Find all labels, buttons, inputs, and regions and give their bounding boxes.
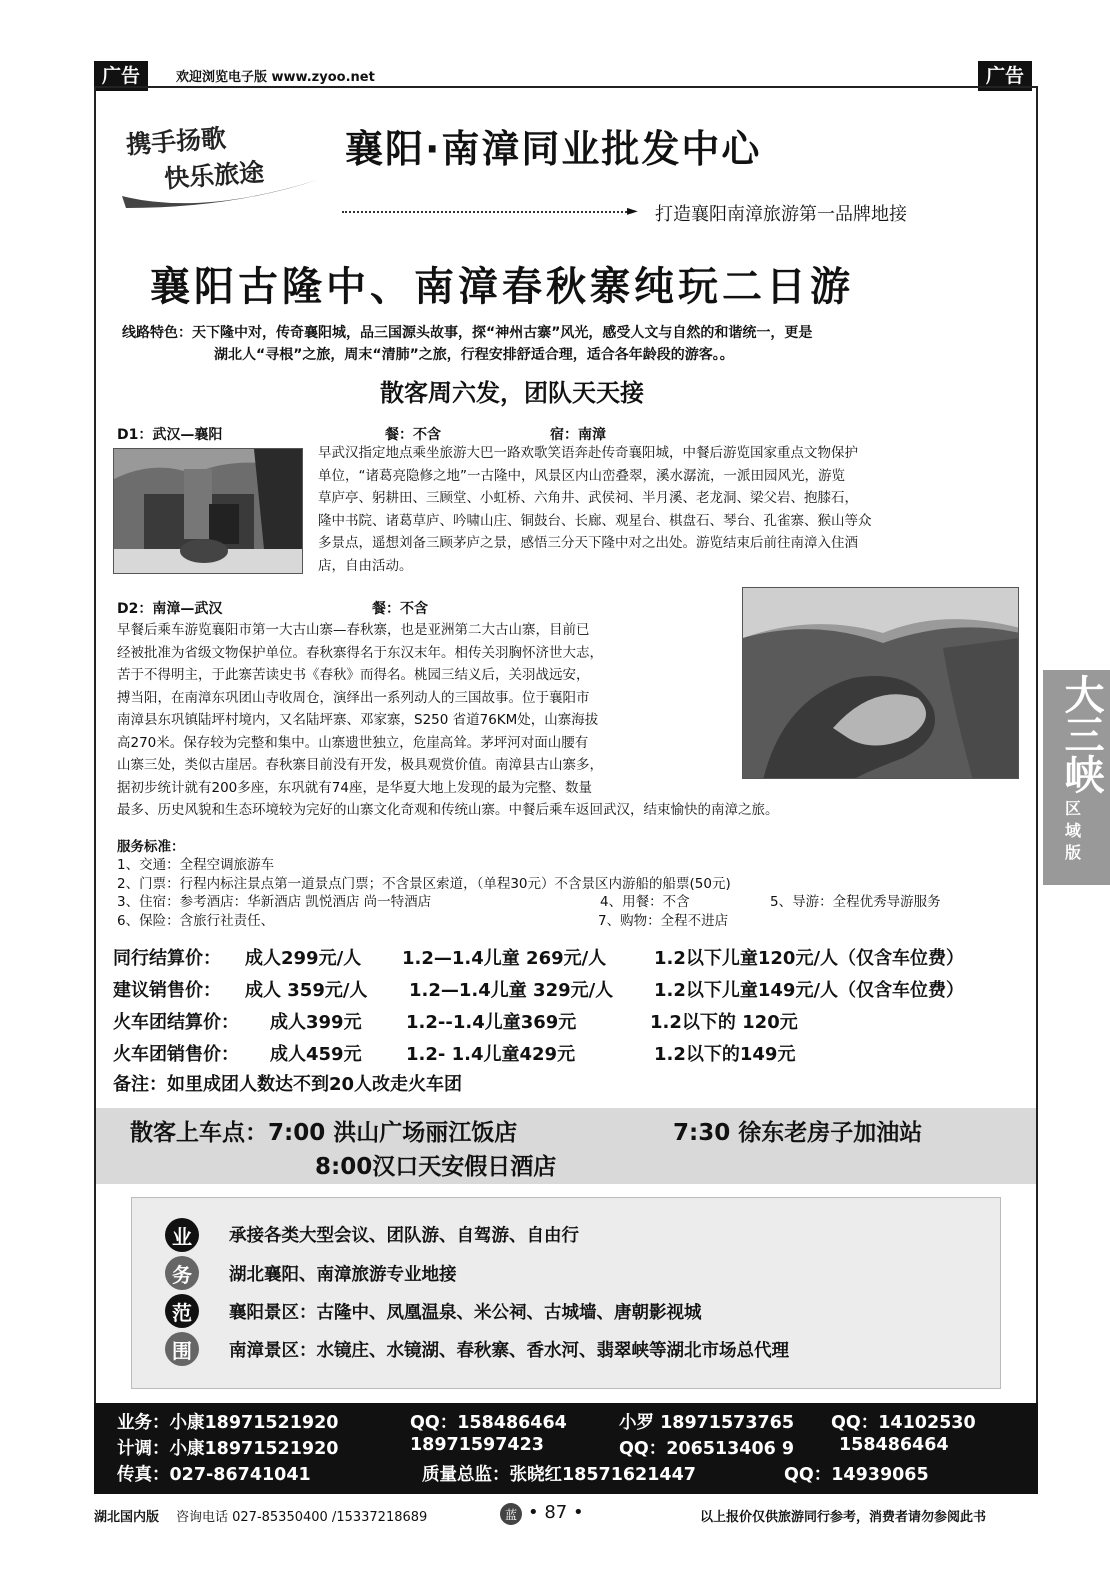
price-train-settle-label: 火车团结算价： [113,1012,239,1033]
price-suggested-child: 1.2—1.4儿童 329元/人 [409,980,614,1001]
price-train-settle-small: 1.2以下的 120元 [650,1012,798,1033]
day2-line: 搏当阳，在南漳东巩团山寺收周仓，演绎出一系列动人的三国故事。位于襄阳市 [117,689,590,706]
price-peer-child: 1.2—1.4儿童 269元/人 [402,948,607,969]
region-sub [1065,798,1081,864]
arrow-right-icon: ► [627,203,638,219]
scope-char: 范 [165,1294,199,1328]
day2-line: 苦于不得明主，于此寨苦读史书《春秋》而得名。桃园三结义后，关羽战远安， [117,667,590,683]
price-suggested-adult: 成人 359元/人 [245,980,368,1001]
day2-meal: 餐：不含 [372,601,428,617]
footer-disclaimer: 以上报价仅供旅游同行参考，消费者请勿参阅此书 [700,1510,987,1525]
slogan-dots [342,211,627,213]
day1-line: 单位，“诸葛亮隐修之地”一古隆中，风景区内山峦叠翠，溪水潺流，一派田园风光，游览 [318,467,845,484]
day2-text [117,619,1037,822]
contact-r1d: QQ：14102530 [831,1413,976,1433]
day1-line: 隆中书院、诸葛草庐、吟啸山庄、铜鼓台、长廊、观星台、棋盘石、琴台、孔雀寨、猴山等众 [318,512,872,529]
price-peer-small: 1.2以下儿童120元/人（仅含车位费） [654,948,965,969]
price-peer-adult: 成人299元/人 [245,948,362,969]
day1-stay: 宿：南漳 [550,427,606,443]
day2-line: 山寨三处，类似古崖居。春秋寨目前没有开发，极具观赏价值。南漳县古山寨多， [117,757,603,773]
contact-r2d: 158486464 [839,1435,949,1455]
features [122,322,1022,366]
contact-r2c: QQ：206513406 9 [619,1439,795,1459]
footer-edition: 湖北国内版 [94,1510,160,1525]
service-shopping: 7、购物：全程不进店 [598,913,729,929]
footer-phone: 咨询电话 027-85350400 /15337218689 [176,1510,428,1525]
page-number: • 87 • [528,1502,584,1523]
day1-line: 草庐亭、躬耕田、三顾堂、小虹桥、六角井、武侯祠、半月溪、老龙洞、梁父岩、抱膝石， [318,490,858,506]
price-train-sale-adult: 成人459元 [270,1044,362,1065]
contact-r3c: QQ：14939065 [784,1465,929,1485]
features-label: 线路特色： [122,325,192,341]
day2-line: 据初步统计就有200多座，东巩就有74座，是华夏大地上发现的最为完整、数量 [117,779,592,796]
contact-r2a: 计调：小康18971521920 [117,1439,339,1459]
scope-item: 承接各类大型会议、团队游、自驾游、自由行 [229,1226,579,1246]
brand-title: 襄阳·南漳同业批发中心 [345,127,762,171]
day2-line: 经被批准为省级文物保护单位。春秋寨得名于东汉末年。相传关羽胸怀济世大志， [117,644,603,661]
service-transport: 1、交通：全程空调旅游车 [117,857,275,873]
service-insurance: 6、保险：含旅行社责任、 [117,913,275,929]
contact-r3a: 传真：027-86741041 [117,1465,311,1485]
contact-r2b: 18971597423 [410,1435,544,1455]
region-sub-char: 版 [1065,843,1082,862]
pickup-line2: 8:00汉口天安假日酒店 [315,1154,557,1180]
region-sub-char: 域 [1065,821,1082,840]
scope-char: 围 [165,1332,199,1366]
price-train-settle-adult: 成人399元 [270,1012,362,1033]
contact-r1a: 业务：小康18971521920 [117,1413,339,1433]
slogan: 打造襄阳南漳旅游第一品牌地接 [655,204,907,225]
price-train-settle-child: 1.2--1.4儿童369元 [406,1012,577,1033]
scope-box [131,1197,1001,1389]
departure: 散客周六发，团队天天接 [380,379,644,407]
region-sub-char: 区 [1065,799,1082,818]
trip-title: 襄阳古隆中、南漳春秋寨纯玩二日游 [150,264,854,310]
day1-title: D1：武汉—襄阳 [117,427,223,443]
price-note: 备注：如里成团人数达不到20人改走火车团 [113,1074,463,1095]
price-train-sale-child: 1.2- 1.4儿童429元 [406,1044,576,1065]
day2-line: 高270米。保存较为完整和集中。山寨遗世独立，危崖高耸。茅坪河对面山腰有 [117,734,589,751]
region-title: 大三峡 [1058,674,1105,794]
contact-r1b: QQ：158486464 [410,1413,567,1433]
service-title: 服务标准： [117,839,185,855]
logo [112,116,322,216]
logo-line2: 快乐旅途 [163,157,266,194]
scope-item: 湖北襄阳、南漳旅游专业地接 [229,1265,457,1285]
service-hotel: 3、住宿：参考酒店：华新酒店 凯悦酒店 尚一特酒店 [117,894,432,910]
day2-line: 最多、历史风貌和生态环境较为完好的山寨文化奇观和传统山寨。中餐后乘车返回武汉，结束愉快的南漳之旅。 [117,802,779,818]
day1-meal: 餐：不含 [385,427,441,443]
region-tab [1043,670,1110,885]
day2-line: 南漳县东巩镇陆坪村境内，又名陆坪寨、邓家寨，S250 省道76KM处，山寨海拔 [117,712,599,728]
features-line2: 湖北人“寻根”之旅，周末“清肺”之旅，行程安排舒适合理，适合各年龄段的游客。。 [214,347,734,363]
day1-line: 早武汉指定地点乘坐旅游大巴一路欢歌笑语奔赴传奇襄阳城，中餐后游览国家重点文物保护 [318,445,858,461]
price-suggested-label: 建议销售价： [113,980,221,1001]
pickup-line1b: 7:30 徐东老房子加油站 [673,1120,923,1146]
scope-item: 南漳景区：水镜庄、水镜湖、春秋寨、香水河、翡翠峡等湖北市场总代理 [229,1341,789,1361]
contact-r3b: 质量总监：张晓红18571621447 [422,1465,696,1485]
scope-char: 业 [165,1218,199,1252]
service-guide: 5、导游：全程优秀导游服务 [770,894,941,910]
service-tickets: 2、门票：行程内标注景点第一道景点门票；不含景区索道，（单程30元）不含景区内游船的船票(50元) [117,876,731,892]
pickup-line1a: 散客上车点：7:00 洪山广场丽江饭店 [130,1120,518,1146]
day1-text [318,442,1028,577]
price-suggested-small: 1.2以下儿童149元/人（仅含车位费） [654,980,965,1001]
service-meals: 4、用餐：不含 [600,894,690,910]
pickup-box [96,1108,1036,1184]
day2-title: D2：南漳—武汉 [117,601,223,617]
scope-char: 务 [165,1256,199,1290]
day2-line: 早餐后乘车游览襄阳市第一大古山寨—春秋寨，也是亚洲第二大古山寨，目前已 [117,622,590,638]
features-line1: 天下隆中对，传奇襄阳城，品三国源头故事，探“神州古寨”风光，感受人文与自然的和谐统一，更是 [192,325,813,341]
day1-line: 店，自由活动。 [318,557,413,574]
page-mark-icon: 蓝 [500,1503,522,1525]
price-train-sale-label: 火车团销售价： [113,1044,239,1065]
scope-item: 襄阳景区：古隆中、凤凰温泉、米公祠、古城墙、唐朝影视城 [229,1303,702,1323]
price-peer-label: 同行结算价： [113,948,221,969]
day1-line: 多景点，遥想刘备三顾茅庐之景，感悟三分天下隆中对之出处。游览结束后前往南漳入住酒 [318,535,858,551]
contact-r1c: 小罗 18971573765 [619,1413,795,1433]
price-train-sale-small: 1.2以下的149元 [654,1044,796,1065]
longzhong-photo [113,448,303,574]
ad-label-right: 广告 [978,61,1032,91]
contact-box [94,1403,1038,1494]
logo-line1: 携手扬歌 [125,123,228,160]
ad-label-left: 广告 [94,61,148,91]
welcome-text: 欢迎浏览电子版 www.zyoo.net [176,70,375,85]
